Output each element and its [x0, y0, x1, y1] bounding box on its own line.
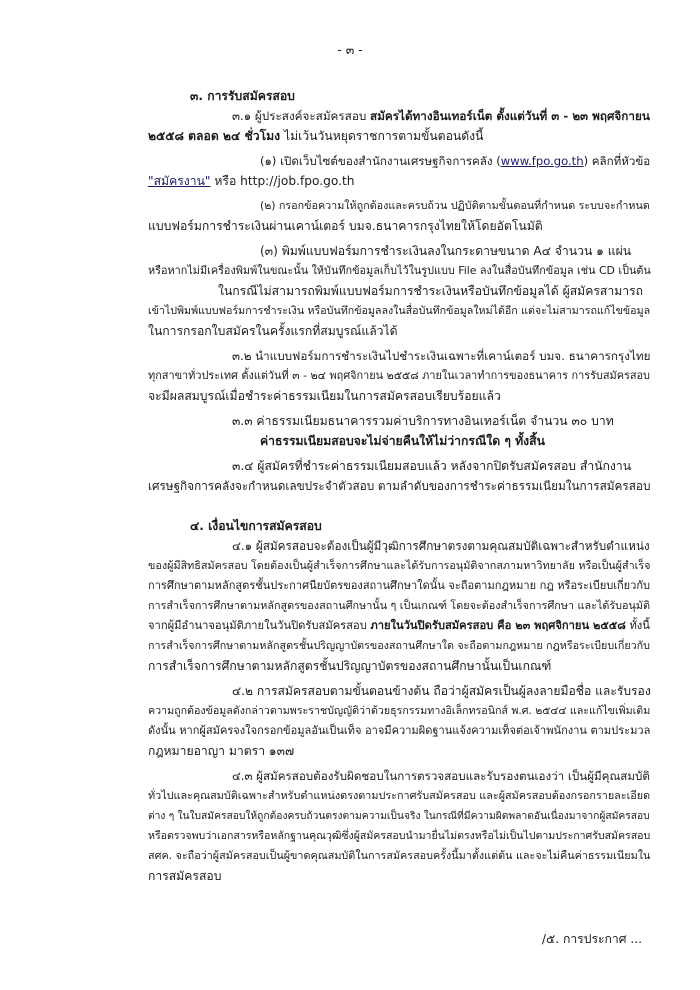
- para-4-3-line-1: ๔.๓ ผู้สมัครสอบต้องรับผิดชอบในการตรวจสอบและรับรองตนเองว่า เป็นผู้มีคุณสมบัติ: [232, 769, 650, 783]
- para-4-1-deadline: ภายในวันปิดรับสมัครสอบ คือ ๒๓ พฤศจิกายน ๒๕๕๘: [370, 619, 626, 632]
- step-2-line-1: (๒) กรอกข้อความให้ถูกต้องและครบถ้วน ปฏิบัติตามขั้นตอนที่กำหนด ระบบจะกำหนด: [260, 199, 650, 212]
- para-3-1-rest: ไม่เว้นวันหยุดราชการตามขั้นตอนดังนี้: [280, 129, 484, 143]
- para-4-3-line-4: หรือตรวจพบว่าเอกสารหรือหลักฐานคุณวุฒิซึ่งผู้สมัครสอบนำมายื่นไม่ตรงหรือไม่เป็นไปตามประกาศรับสมัครสอบ: [148, 830, 651, 842]
- para-4-1-line-7: การสำเร็จการศึกษาตามหลักสูตรชั้นปริญญาบัตรของสถานศึกษานั้นเป็นเกณฑ์: [148, 659, 552, 673]
- step-1-line-1: [260, 153, 650, 169]
- para-4-1-line-6: การสำเร็จการศึกษาตามหลักสูตรชั้นปริญญาบัตรของสถานศึกษาใด จะถือตามกฎหมาย กฎหรือระเบียบเกี่ยวกับ: [148, 639, 650, 652]
- para-4-3-line-5: สศค. จะถือว่าผู้สมัครสอบเป็นผู้ขาดคุณสมบัติในการสมัครสอบครั้งนี้มาตั้งแต่ต้น และจะไม่คืนค่าธรรมเนียมใน: [148, 849, 651, 862]
- step-3-line-5: ในการกรอกใบสมัครในครั้งแรกที่สมบูรณ์แล้วได้: [148, 324, 398, 338]
- para-4-1-line-3: การศึกษาตามหลักสูตรชั้นประกาศนียบัตรของสถานศึกษาใดนั้น จะถือตามกฎหมาย กฎ หรือระเบียบเกี่ยวกับ: [148, 579, 651, 592]
- fpo-website-link[interactable]: www.fpo.go.th: [500, 154, 584, 168]
- para-3-1-prefix: ๓.๑ ผู้ประสงค์จะสมัครสอบ: [232, 109, 371, 123]
- para-4-1-line-5: [148, 618, 650, 634]
- para-3-2-line-3: จะมีผลสมบูรณ์เมื่อชำระค่าธรรมเนียมในการสมัครสอบเรียบร้อยแล้ว: [148, 389, 501, 403]
- step-3-line-1: (๓) พิมพ์แบบฟอร์มการชำระเงินลงในกระดาษขนาด A๔ จำนวน ๑ แผ่น: [260, 244, 632, 258]
- step-1-prefix: (๑) เปิดเว็บไซต์ของสำนักงานเศรษฐกิจการคลัง (: [260, 154, 501, 168]
- para-4-3-line-2: ทั่วไปและคุณสมบัติเฉพาะสำหรับตำแหน่งตรงตามประกาศรับสมัครสอบ และผู้สมัครสอบต้องกรอกรายละเอียด: [148, 789, 651, 802]
- para-3-2-line-2: ทุกสาขาทั่วประเทศ ตั้งแต่วันที่ ๓ - ๒๔ พฤศจิกายน ๒๕๕๘ ภายในเวลาทำการของธนาคาร การรับสมัครสอบ: [148, 369, 650, 382]
- para-3-1-bold: สมัครได้ทางอินเทอร์เน็ต ตั้งแต่วันที่ ๓ - ๒๓ พฤศจิกายน: [370, 109, 650, 123]
- para-4-2-line-1: ๔.๒ การสมัครสอบตามขั้นตอนข้างต้น ถือว่าผู้สมัครเป็นผู้ลงลายมือชื่อ และรับรอง: [232, 684, 651, 698]
- para-3-3-line-2: ค่าธรรมเนียมสอบจะไม่จ่ายคืนให้ไม่ว่ากรณีใด ๆ ทั้งสิ้น: [260, 434, 545, 448]
- para-4-1-line-1: ๔.๑ ผู้สมัครสอบจะต้องเป็นผู้มีวุฒิการศึกษาตรงตามคุณสมบัติเฉพาะสำหรับตำแหน่ง: [232, 539, 650, 553]
- step-3-line-3: ในกรณีไม่สามารถพิมพ์แบบฟอร์มการชำระเงินหรือบันทึกข้อมูลได้ ผู้สมัครสามารถ: [218, 284, 643, 298]
- step-1-suffix: ) คลิกที่หัวข้อ: [583, 154, 651, 168]
- para-4-2-line-3: ดังนั้น หากผู้สมัครจงใจกรอกข้อมูลอันเป็นเท็จ อาจมีความผิดฐานแจ้งความเท็จต่อเจ้าพนักงาน ตามประมวล: [148, 724, 651, 737]
- step-2-line-2: แบบฟอร์มการชำระเงินผ่านเคาน์เตอร์ บมจ.ธนาคารกรุงไทยให้โดยอัตโนมัติ: [148, 219, 543, 233]
- para-3-1-line-2: [148, 128, 483, 144]
- para-3-1-line-1: [232, 108, 650, 124]
- para-4-3-line-3: ต่าง ๆ ในใบสมัครสอบให้ถูกต้องครบถ้วนตรงตามความเป็นจริง ในกรณีที่มีความผิดพลาดอันเนื่องมาจากผู้สมัครสอบ: [148, 810, 650, 822]
- step-1-line-2: [148, 173, 354, 189]
- continuation-footer: /๕. การประกาศ ...: [541, 932, 642, 946]
- section-3-heading: ๓. การรับสมัครสอบ: [190, 89, 295, 103]
- para-3-4-line-1: ๓.๔ ผู้สมัครที่ชำระค่าธรรมเนียมสอบแล้ว หลังจากปิดรับสมัครสอบ สำนักงาน: [232, 459, 632, 473]
- step-3-line-4: เข้าไปพิมพ์แบบฟอร์มการชำระเงิน หรือบันทึกข้อมูลลงในสื่อบันทึกข้อมูลใหม่ได้อีก แต่จะไม่สามารถแก้ไขข้อมูล: [148, 304, 651, 317]
- para-3-4-line-2: เศรษฐกิจการคลังจะกำหนดเลขประจำตัวสอบ ตามลำดับของการชำระค่าธรรมเนียมในการสมัครสอบ: [148, 479, 651, 493]
- step-1-rest: หรือ http://job.fpo.go.th: [210, 174, 355, 188]
- section-4-heading: ๔. เงื่อนไขการสมัครสอบ: [190, 519, 322, 533]
- para-4-1-line-4: การสำเร็จการศึกษาตามหลักสูตรของสถานศึกษานั้น ๆ เป็นเกณฑ์ โดยจะต้องสำเร็จการศึกษา และได้รับอนุมัติ: [148, 599, 651, 612]
- apply-job-link[interactable]: "สมัครงาน": [148, 174, 211, 188]
- para-4-1-prefix: จากผู้มีอำนาจอนุมัติภายในวันปิดรับสมัครสอบ: [148, 619, 371, 632]
- page-number: - ๓ -: [337, 42, 363, 57]
- para-4-2-line-2: ความถูกต้องข้อมูลดังกล่าวตามพระราชบัญญัติว่าด้วยธุรกรรมทางอิเล็กทรอนิกส์ พ.ศ. ๒๕๔๔ และแก้ไขเพิ่มเติม: [148, 704, 651, 717]
- para-4-2-line-4: กฎหมายอาญา มาตรา ๑๓๗: [148, 744, 295, 758]
- step-3-line-2: หรือหากไม่มีเครื่องพิมพ์ในขณะนั้น ให้บันทึกข้อมูลเก็บไว้ในรูปแบบ File ลงในสื่อบันทึกข้อมูล เช่น CD เป็นต้น: [148, 264, 651, 277]
- para-3-3-line-1: ๓.๓ ค่าธรรมเนียมธนาคารรวมค่าบริการทางอินเทอร์เน็ต จำนวน ๓๐ บาท: [232, 414, 614, 428]
- para-3-1-bold-2: ๒๕๕๘ ตลอด ๒๔ ชั่วโมง: [148, 129, 281, 143]
- para-3-2-line-1: ๓.๒ นำแบบฟอร์มการชำระเงินไปชำระเงินเฉพาะที่เคาน์เตอร์ บมจ. ธนาคารกรุงไทย: [232, 349, 651, 363]
- para-4-3-line-6: การสมัครสอบ: [148, 869, 222, 883]
- para-4-1-line-2: ของผู้มีสิทธิสมัครสอบ โดยต้องเป็นผู้สำเร็จการศึกษาและได้รับการอนุมัติจากสภามหาวิทยาลัย หรือเป็นผู้สำเร็จ: [148, 559, 651, 572]
- para-4-1-suffix: ทั้งนี้: [625, 619, 650, 632]
